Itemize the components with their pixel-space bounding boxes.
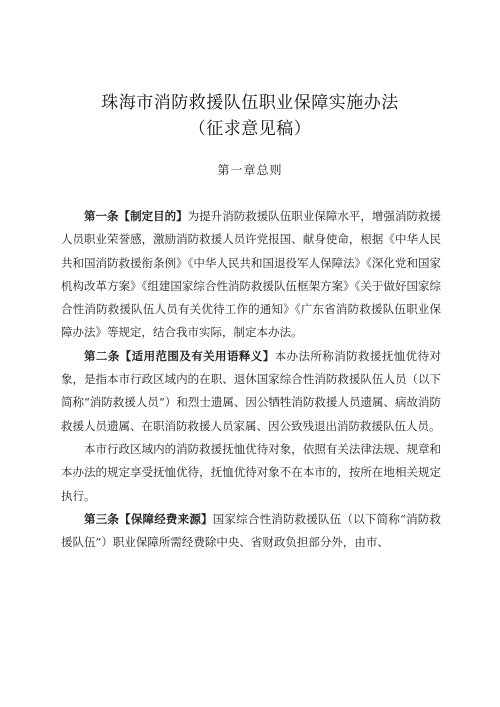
article-1-heading: 第一条【制定目的】 bbox=[84, 209, 188, 223]
document-title: 珠海市消防救援队伍职业保障实施办法 bbox=[101, 93, 399, 113]
chapter-heading: 第一章总则 bbox=[217, 163, 283, 177]
article-2-heading: 第二条【适用范围及有关用语释义】 bbox=[84, 348, 275, 363]
article-2-paragraph-2 bbox=[61, 438, 441, 508]
article-2-text: 本办法所称消防救援抚恤优待对象，是指本市行政区域内的在职、退休国家综合性消防救援队伍人员（以下简称“消防救援人员”）和烈士遗属、因公牺牲消防救援人员遗属、病故消防救援人员遗属、在职消防救援人员家属、因公致残退出消防救援队伍人员。 bbox=[61, 348, 442, 433]
article-2 bbox=[61, 345, 441, 438]
article-1 bbox=[61, 205, 441, 345]
article-1-text: 为提升消防救援队伍职业保障水平，增强消防救援人员职业荣誉感，激励消防救援人员许党报国、献身使命，根据《中华人民共和国消防救援衔条例》《中华人民共和国退役军人保障法》《深化党和国家机构改革方案》《组建国家综合性消防救援队伍框架方案》《关于做好国家综合性消防救援队伍人员有关优待工作的通知》《广东省消防救援队伍职业保障办法》等规定，结合我市实际，制定本办法。 bbox=[61, 209, 442, 340]
document-body bbox=[61, 205, 441, 554]
document-subtitle: （征求意见稿） bbox=[188, 119, 312, 139]
article-2-paragraph-2-text: 本市行政区域内的消防救援抚恤优待对象，依照有关法律法规、规章和本办法的规定享受抚恤优待，抚恤优待对象不在本市的，按所在地相关规定执行。 bbox=[61, 441, 441, 503]
article-3 bbox=[61, 508, 441, 555]
article-3-text: 国家综合性消防救援队伍（以下简称“消防救援队伍”）职业保障所需经费除中央、省财政负担部分外，由市、 bbox=[61, 511, 441, 550]
article-3-heading: 第三条【保障经费来源】 bbox=[84, 511, 213, 526]
